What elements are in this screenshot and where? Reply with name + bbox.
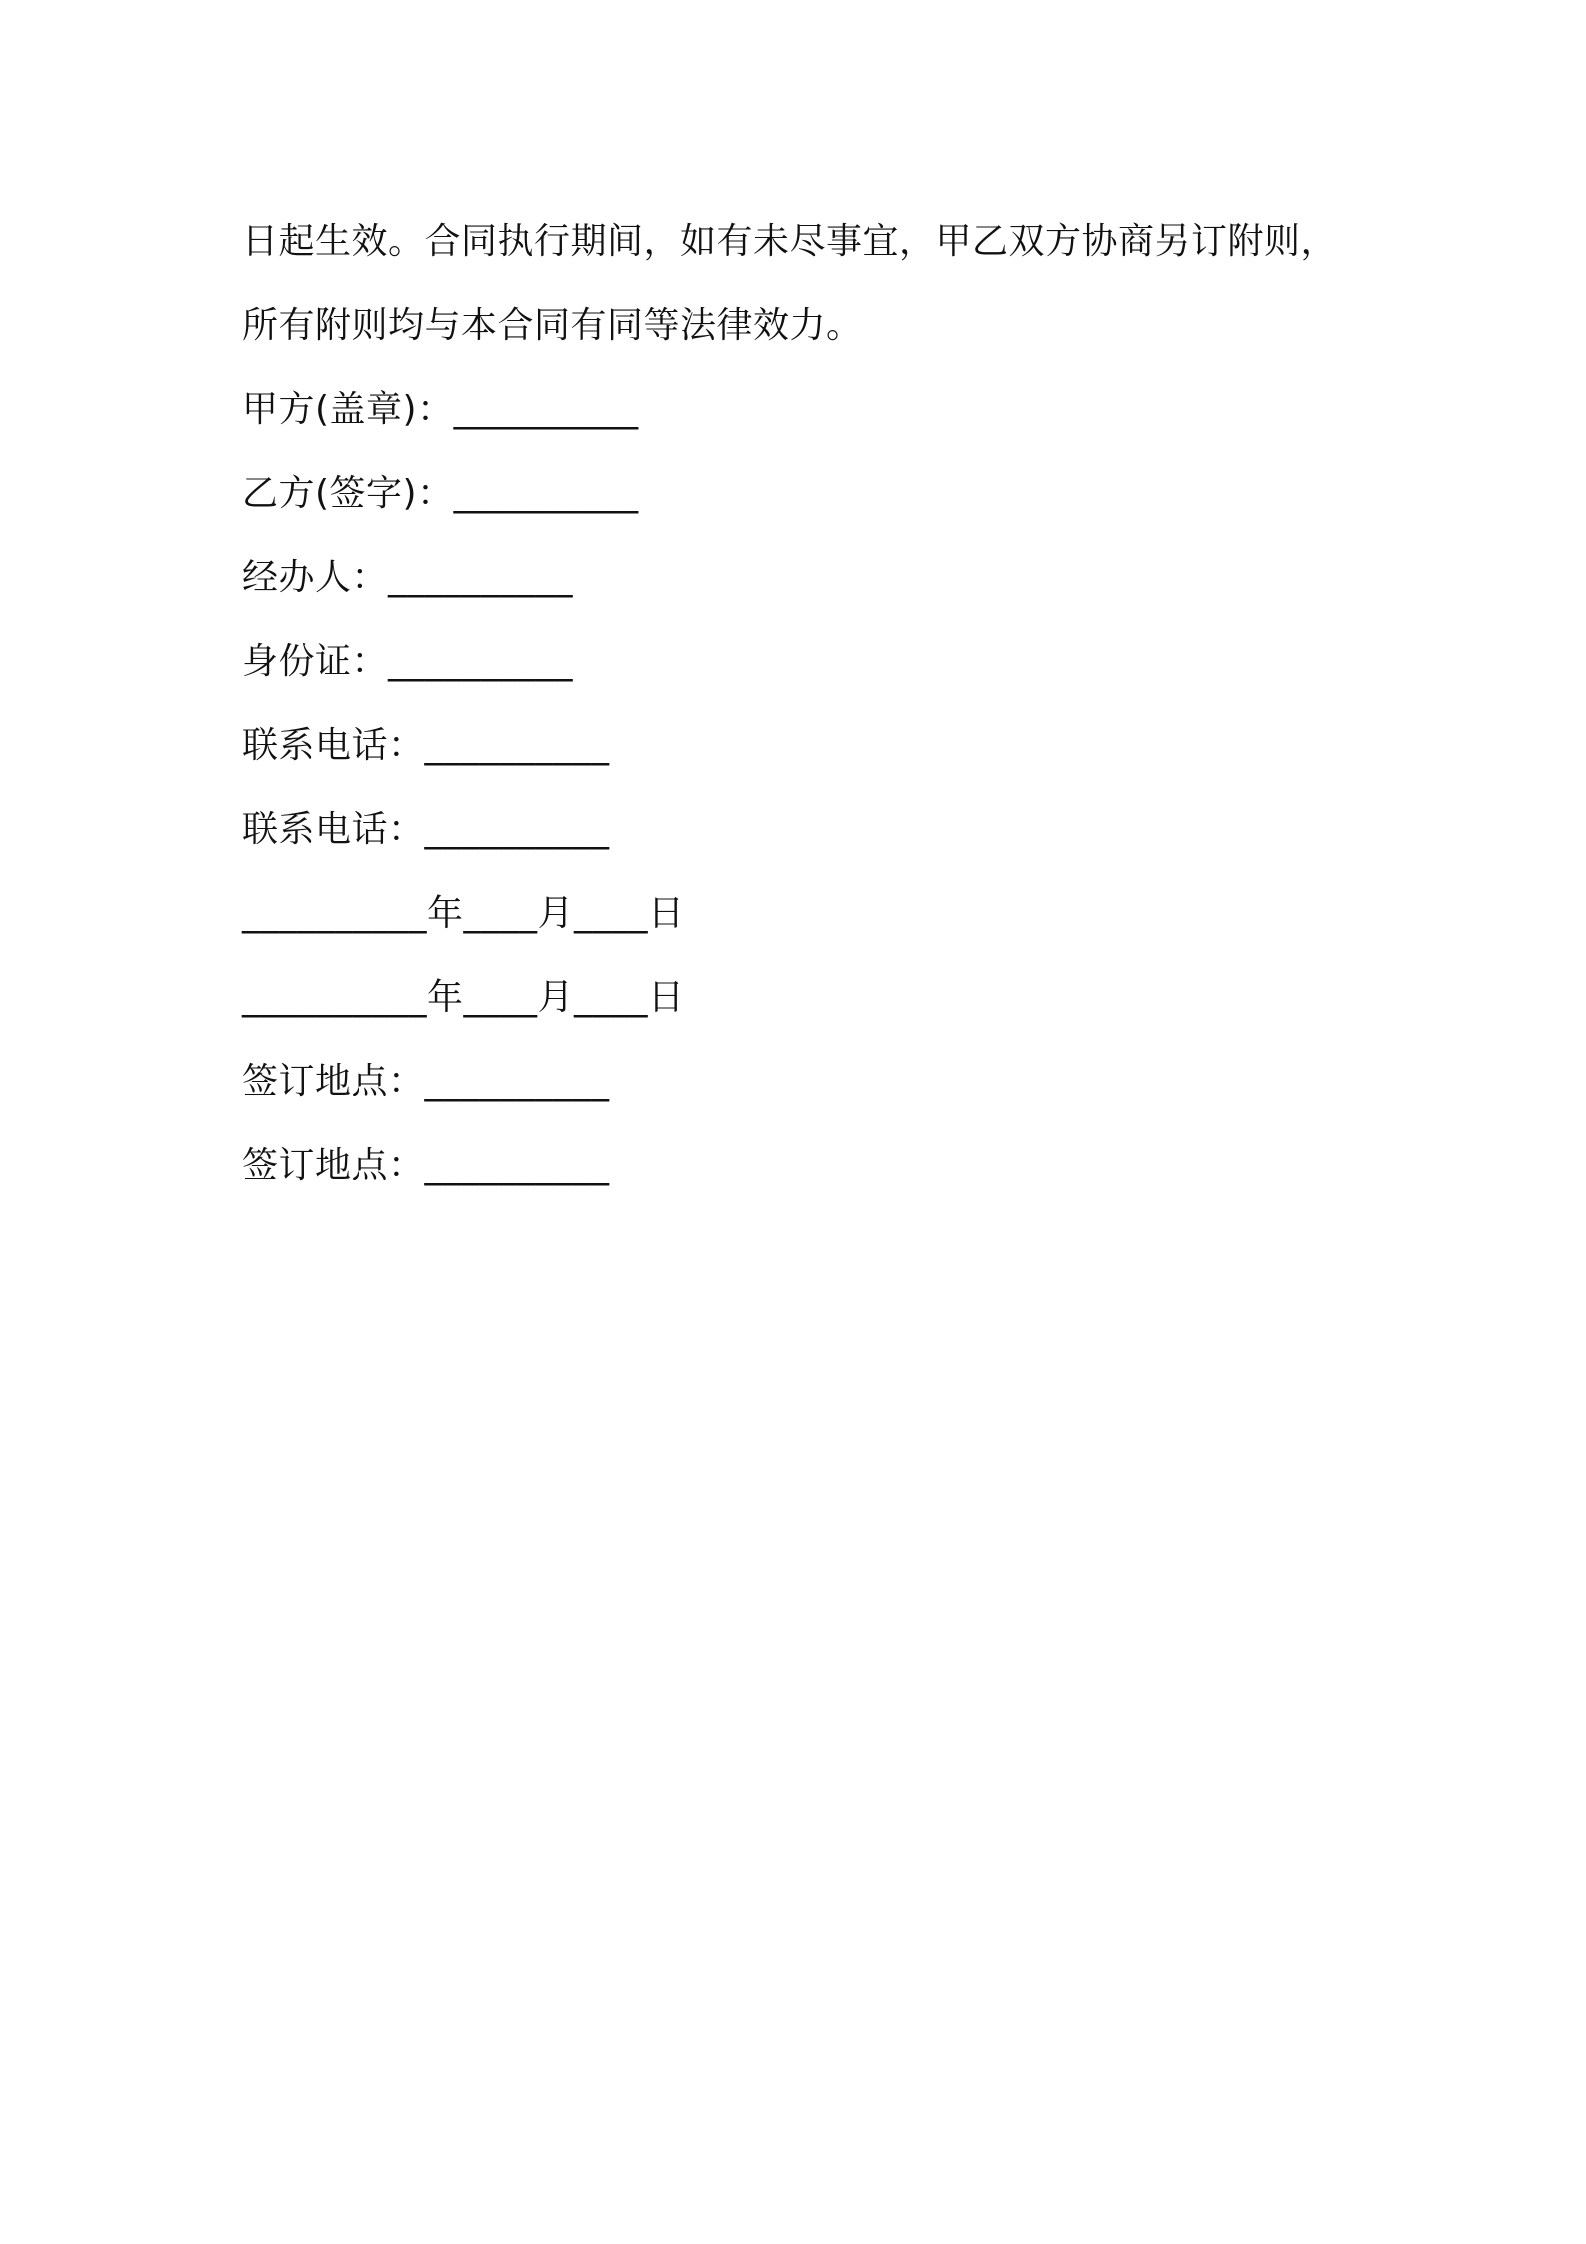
handler-field: 经办人：__________ <box>242 557 574 598</box>
party-b-signature-field: 乙方(签字)：__________ <box>242 473 639 514</box>
contact-phone-field: 联系电话：__________ <box>242 809 610 850</box>
paragraph-line: 日起生效。合同执行期间，如有未尽事宜，甲乙双方协商另订附则， <box>242 221 1338 262</box>
paragraph-line: 所有附则均与本合同有同等法律效力。 <box>242 305 863 346</box>
date-field: __________年____月____日 <box>242 977 685 1018</box>
signing-place-field: 签订地点：__________ <box>242 1145 610 1186</box>
party-a-seal-field: 甲方(盖章)：__________ <box>242 389 639 430</box>
contact-phone-field: 联系电话：__________ <box>242 725 610 766</box>
signing-place-field: 签订地点：__________ <box>242 1061 610 1102</box>
document-body <box>242 200 1362 1208</box>
date-field: __________年____月____日 <box>242 893 685 934</box>
id-card-field: 身份证：__________ <box>242 641 574 682</box>
